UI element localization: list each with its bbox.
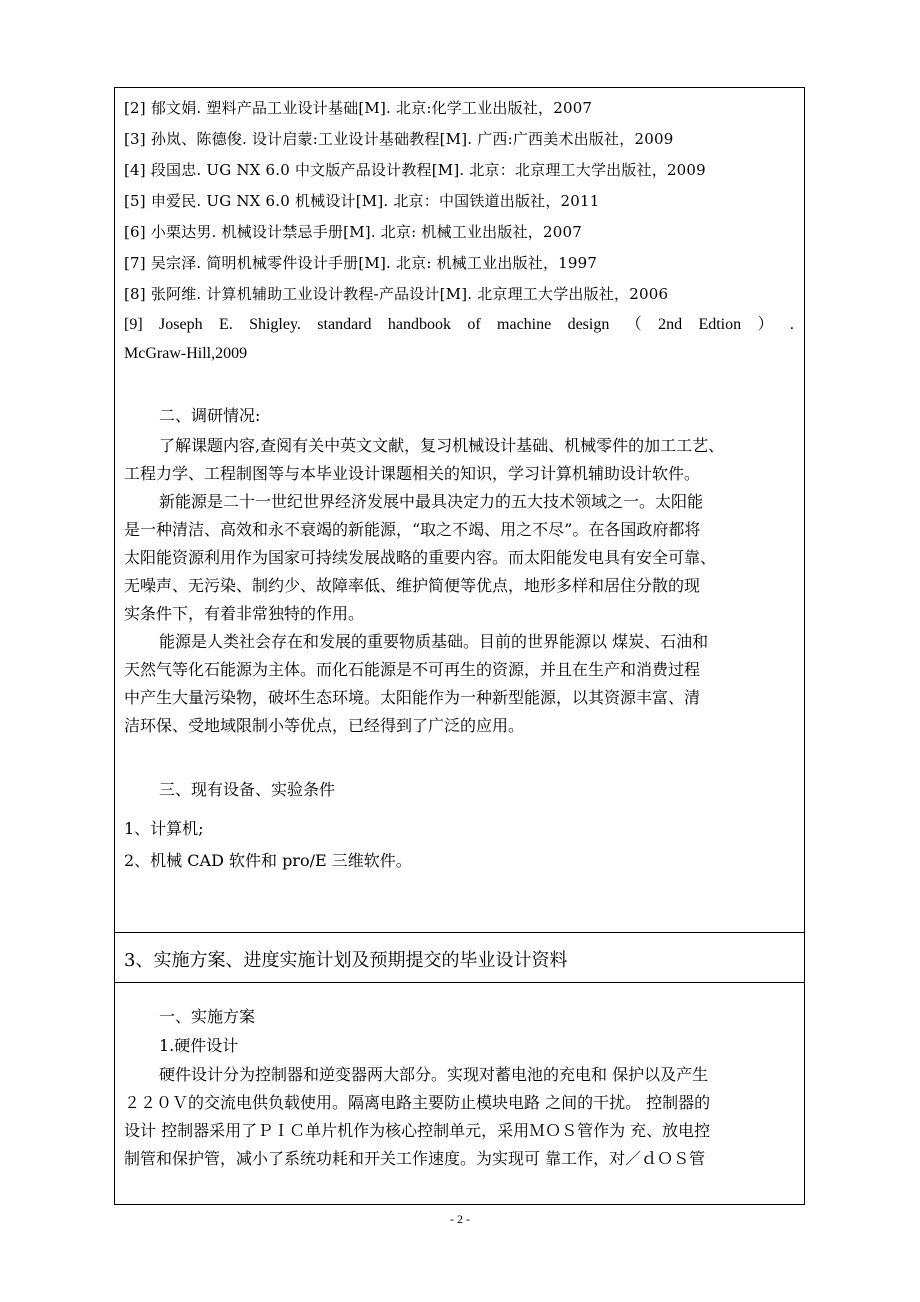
research-line: 了解课题内容,查阅有关中英文文献，复习机械设计基础、机械零件的加工工艺、	[159, 436, 725, 455]
ref9-part: E.	[218, 316, 233, 333]
research-line: 实条件下，有着非常独特的作用。	[124, 604, 365, 623]
plan-line: ２２０Ｖ的交流电供负载使用。隔离电路主要防止模块电路 之间的干扰。 控制器的	[124, 1093, 711, 1112]
references-research-section	[115, 88, 804, 933]
reference-4: [4] 段国忠. UG NX 6.0 中文版产品设计教程[M]. 北京：北京理工大学出版社，2009	[124, 161, 706, 179]
reference-3: [3] 孙岚、陈德俊. 设计启蒙:工业设计基础教程[M]. 广西:广西美术出版社，2009	[124, 130, 674, 148]
page-number: - 2 -	[450, 1212, 470, 1226]
ref9-part: .	[789, 316, 794, 333]
ref9-part: 2nd	[658, 316, 683, 333]
research-line: 中产生大量污染物，破坏生态环境。太阳能作为一种新型能源，以其资源丰富、清	[124, 688, 701, 707]
ref9-part: （	[625, 316, 642, 333]
ref9-part: machine	[497, 316, 552, 333]
ref9-part: standard	[317, 316, 372, 333]
research-line: 天然气等化石能源为主体。而化石能源是不可再生的资源，并且在生产和消费过程	[124, 660, 701, 679]
research-line: 工程力学、工程制图等与本毕业设计课题相关的知识，学习计算机辅助设计软件。	[124, 464, 701, 483]
research-line: 能源是人类社会存在和发展的重要物质基础。目前的世界能源以 煤炭、石油和	[159, 632, 709, 651]
plan-heading: 一、实施方案	[159, 1007, 256, 1026]
plan-line: 设计 控制器采用了ＰＩＣ单片机作为核心控制单元，采用ＭＯＳ管作为 充、放电控	[124, 1121, 711, 1140]
reference-8: [8] 张阿维. 计算机辅助工业设计教程-产品设计[M]. 北京理工大学出版社，2006	[124, 285, 669, 303]
equipment-item: 1、计算机;	[124, 819, 204, 838]
equipment-item: 2、机械 CAD 软件和 pro/E 三维软件。	[124, 851, 412, 870]
reference-5: [5] 申爱民. UG NX 6.0 机械设计[M]. 北京：中国铁道出版社，2011	[124, 192, 600, 210]
ref9-part: Joseph	[159, 316, 203, 333]
research-line: 洁环保、受地域限制小等优点，已经得到了广泛的应用。	[124, 716, 525, 735]
document-table	[114, 87, 805, 1205]
research-heading: 二、调研情况:	[159, 406, 261, 425]
implementation-section	[115, 983, 804, 1206]
ref9-part: Edtion	[698, 316, 742, 333]
plan-line: 硬件设计分为控制器和逆变器两大部分。实现对蓄电池的充电和 保护以及产生	[159, 1065, 709, 1084]
research-line: 是一种清洁、高效和永不衰竭的新能源，“取之不竭、用之不尽”。在各国政府都将	[124, 520, 701, 539]
plan-subheading: 1.硬件设计	[159, 1036, 239, 1055]
ref9-part: design	[567, 316, 610, 333]
equipment-heading: 三、现有设备、实验条件	[159, 780, 336, 799]
ref9-part: handbook	[387, 316, 451, 333]
section3-title-row	[115, 933, 804, 983]
reference-6: [6] 小栗达男. 机械设计禁忌手册[M]. 北京: 机械工业出版社，2007	[124, 223, 582, 241]
ref9-part: [9]	[124, 316, 143, 333]
section3-title: 3、实施方案、进度实施计划及预期提交的毕业设计资料	[124, 950, 568, 971]
reference-9-line2: McGraw-Hill,2009	[124, 345, 248, 362]
ref9-part: of	[467, 316, 481, 333]
research-line: 太阳能资源利用作为国家可持续发展战略的重要内容。而太阳能发电具有安全可靠、	[124, 548, 717, 567]
research-line: 新能源是二十一世纪世界经济发展中最具决定力的五大技术领域之一。太阳能	[159, 492, 704, 511]
ref9-part: Shigley.	[249, 316, 301, 333]
reference-2: [2] 郁文娟. 塑料产品工业设计基础[M]. 北京:化学工业出版社，2007	[124, 99, 593, 117]
reference-9-line1	[124, 315, 794, 335]
plan-line: 制管和保护管，减小了系统功耗和开关工作速度。为实现可 靠工作，对／ｄＯＳ管	[124, 1149, 706, 1168]
research-line: 无噪声、无污染、制约少、故障率低、维护简便等优点，地形多样和居住分散的现	[124, 576, 701, 595]
reference-7: [7] 吴宗泽. 简明机械零件设计手册[M]. 北京: 机械工业出版社，1997	[124, 254, 598, 272]
ref9-part: ）	[757, 316, 774, 333]
